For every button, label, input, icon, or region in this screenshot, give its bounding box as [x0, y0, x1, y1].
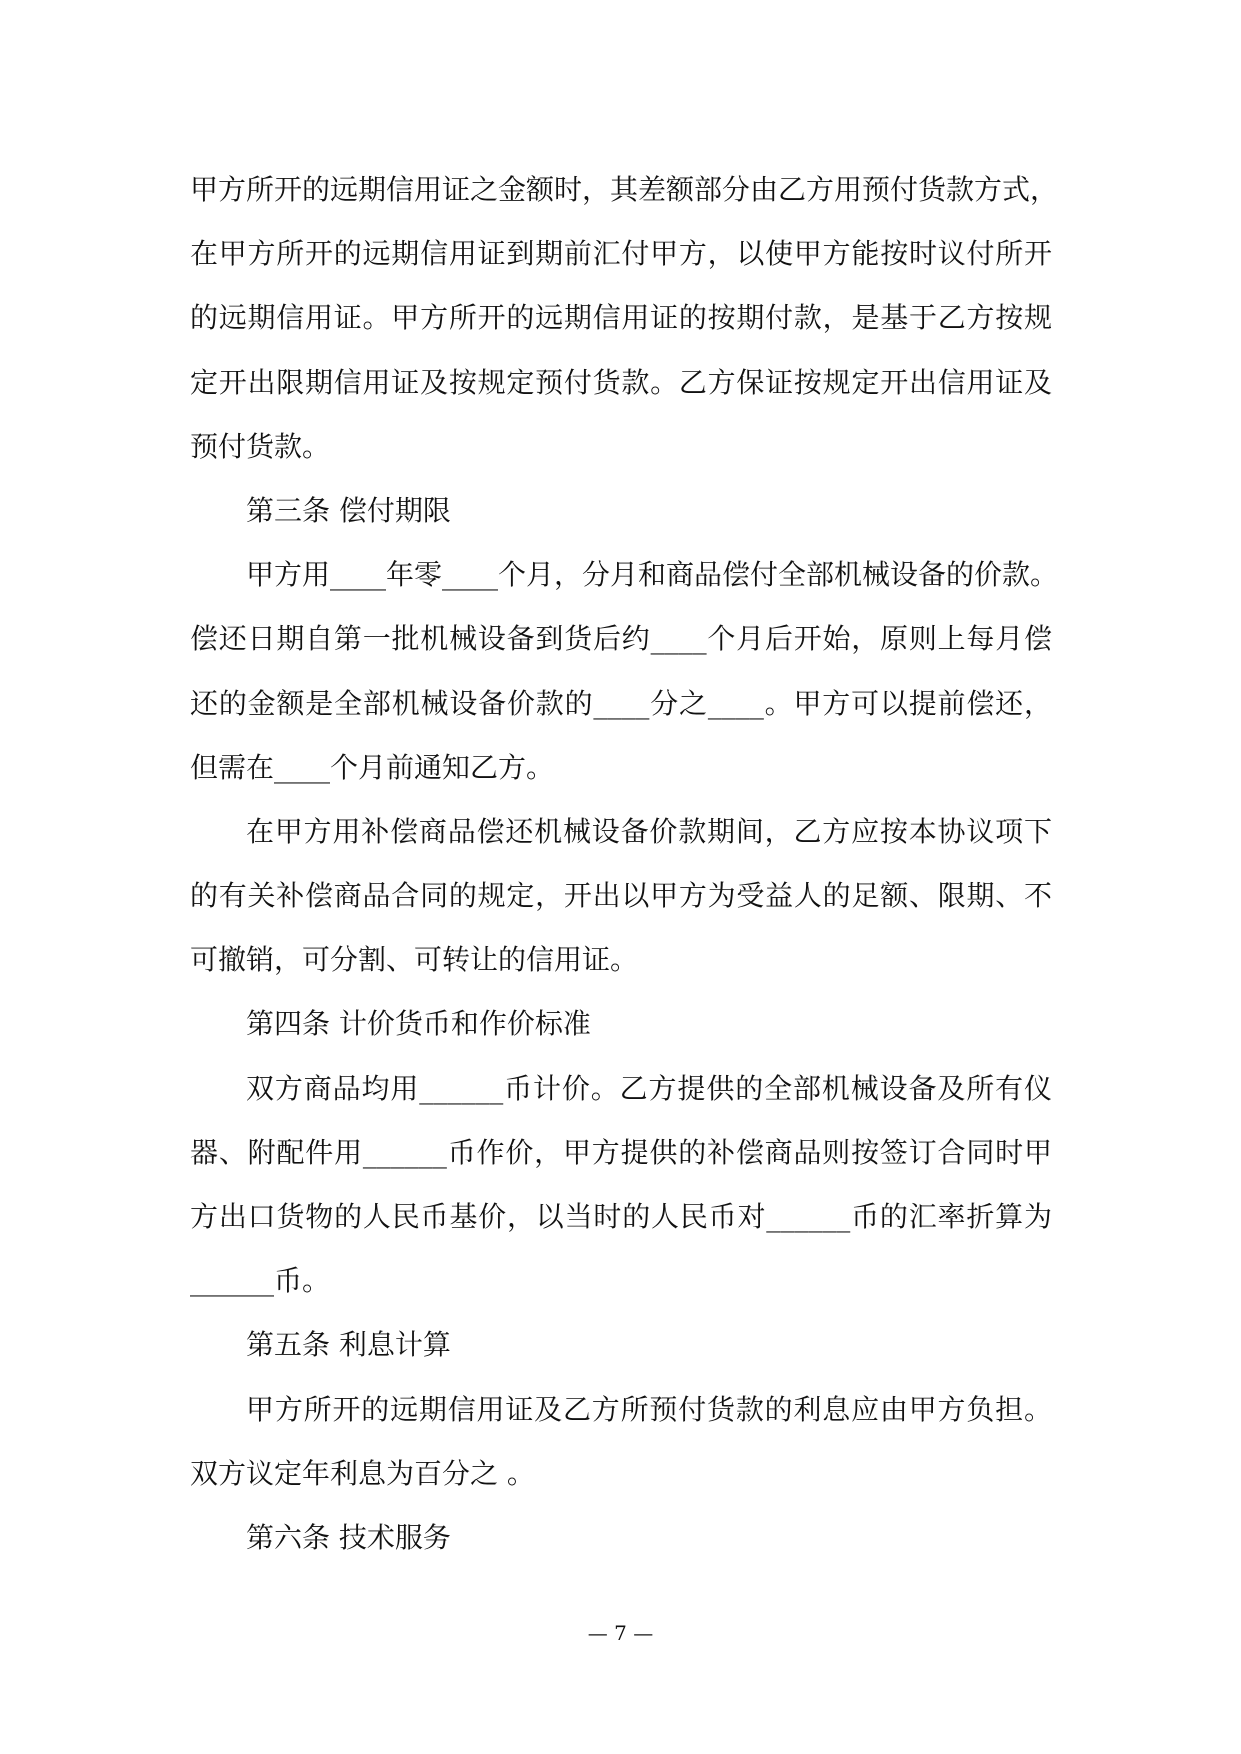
text-line: 甲方所开的远期信用证及乙方所预付货款的利息应由甲方负担。 — [246, 1392, 1052, 1426]
text-line: 的有关补偿商品合同的规定，开出以甲方为受益人的足额、限期、不 — [190, 879, 1052, 913]
article-heading: 第四条 计价货币和作价标准 — [246, 1007, 591, 1041]
article-heading: 第六条 技术服务 — [246, 1520, 451, 1554]
text-line: 方出口货物的人民币基价，以当时的人民币对______币的汇率折算为 — [190, 1200, 1052, 1233]
text-line: 双方商品均用______币计价。乙方提供的全部机械设备及所有仪 — [246, 1071, 1052, 1105]
document-body — [190, 158, 1059, 1570]
page-number: — 7 — — [587, 1621, 654, 1645]
text-line: 在甲方用补偿商品偿还机械设备价款期间，乙方应按本协议项下 — [246, 814, 1052, 848]
text-line: 定开出限期信用证及按规定预付货款。乙方保证按规定开出信用证及 — [190, 365, 1052, 399]
text-line: 还的金额是全部机械设备价款的____分之____。甲方可以提前偿还， — [190, 686, 1052, 720]
text-line: 的远期信用证。甲方所开的远期信用证的按期付款，是基于乙方按规 — [190, 301, 1052, 335]
article-heading: 第三条 偿付期限 — [246, 493, 451, 527]
text-line: 但需在____个月前通知乙方。 — [190, 750, 555, 784]
text-line: 预付货款。 — [190, 429, 331, 463]
text-line: 甲方所开的远期信用证之金额时，其差额部分由乙方用预付货款方式， — [190, 173, 1059, 206]
text-line: 甲方用____年零____个月，分月和商品偿付全部机械设备的价款。 — [246, 558, 1059, 592]
text-line: 在甲方所开的远期信用证到期前汇付甲方，以使甲方能按时议付所开 — [190, 237, 1052, 271]
article-heading: 第五条 利息计算 — [246, 1328, 451, 1362]
text-line: 偿还日期自第一批机械设备到货后约____个月后开始，原则上每月偿 — [190, 622, 1052, 656]
text-line: 可撤销，可分割、可转让的信用证。 — [190, 943, 639, 977]
text-line: 双方议定年利息为百分之 。 — [190, 1456, 535, 1490]
text-line: 器、附配件用______币作价，甲方提供的补偿商品则按签订合同时甲 — [190, 1135, 1052, 1169]
text-line: ______币。 — [190, 1264, 331, 1298]
